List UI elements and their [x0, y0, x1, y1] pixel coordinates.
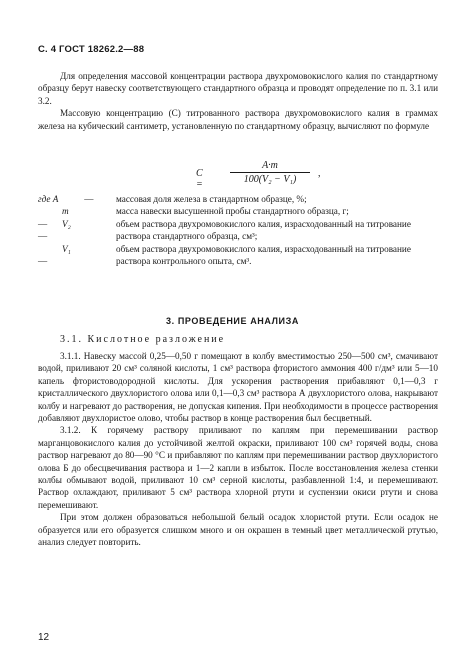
definition-symbol: m [62, 206, 69, 217]
concentration-paragraph: Массовую концентрацию (С) титрованного раствора двухромовокислого калия в граммах железа на кубический сантиметр, установленную по стандартному образцу, вычисляют по формуле [38, 108, 438, 131]
paragraph-3-1-2: 3.1.2. К горячему раствору приливают по каплям при перемешивании раствор марганцовокислого калия до устойчивой желтой окраски, приливают 100 см³ горячей воды, снова раствор нагревают до 80—90 °С и прибавляют по каплям при перемешивании раствор двухлористого олова Б до обесцвечивания раствора и 1—2 капли в избыток. После восстановления железа стенки колбы обмывают водой, приливают 10 см³ серной кислоты, разбавленной 1:4, и перемешивают. Раствор охлаждают, приливают 5 см³ раствора хлорной ртути и суспензии окиси ртути и снова перемешивают. [38, 425, 438, 510]
section-title: 3. ПРОВЕДЕНИЕ АНАЛИЗА [166, 316, 299, 326]
definition-symbol: V₂ [62, 218, 71, 229]
page-number: 12 [38, 632, 50, 643]
intro-block [38, 70, 438, 132]
definition-symbol: V₁ [62, 243, 71, 254]
main-text-block [38, 350, 438, 549]
definition-dash: — [38, 231, 48, 242]
formula-denominator: 100(V₂ − V₁) [243, 174, 297, 185]
formula-fraction [230, 160, 310, 185]
definition-item [38, 193, 438, 205]
subsection-title: 3.1. Кислотное разложение [60, 334, 226, 345]
formula-lhs: C = [196, 168, 203, 190]
definition-symbol: где A [38, 194, 59, 204]
page-header: С. 4 ГОСТ 18262.2—88 [38, 44, 145, 55]
definition-dash: — [38, 218, 48, 229]
definition-item [38, 243, 438, 268]
paragraph-3-1-1: 3.1.1. Навеску массой 0,25—0,50 г помещают в колбу вместимостью 250—500 см³, смачивают водой, приливают 20 см³ соляной кислоты, 1 см³ раствора фтористого аммония 400 г/дм³ или 5—10 капель фтористоводородной кислоты. Для ускорения растворения прибавляют 0,1—0,3 г кристаллического двухлористого олова или 0,1—0,3 см³ раствора А двухлористого олова, накрывают колбу и нагревают до растворения, не допуская кипения. При необходимости в процессе растворения добавляют двухлористое олово, чтобы раствор в конце растворения был бесцветный. [38, 351, 438, 424]
definition-text: объем раствора двухромовокислого калия, израсходованный на титрование раствора контрольного опыта, см³. [116, 243, 411, 267]
formula-tail: , [318, 168, 321, 179]
definition-item [38, 218, 438, 243]
intro-paragraph: Для определения массовой концентрации раствора двухромовокислого калия по стандартному образцу берут навеску соответствующего стандартного образца и проводят определение по п. 3.1 или 3.2. [38, 71, 438, 106]
definitions-list [38, 193, 438, 267]
paragraph-final: При этом должен образоваться небольшой белый осадок хлористой ртути. Если осадок не образуется или его образуется слишком много и он окрашен в темный цвет металлической ртутью, анализ следует повторить. [38, 512, 438, 548]
definition-dash: — [84, 194, 94, 204]
definition-text: массовая доля железа в стандартном образце, %; [116, 194, 307, 204]
formula-numerator: A·m [230, 160, 310, 173]
definition-dash: — [38, 256, 48, 267]
definition-text: масса навески высушенной пробы стандартного образца, г; [116, 206, 349, 217]
definition-text: объем раствора двухромовокислого калия, израсходованный на титрование раствора стандартного образца, см³; [116, 218, 411, 242]
